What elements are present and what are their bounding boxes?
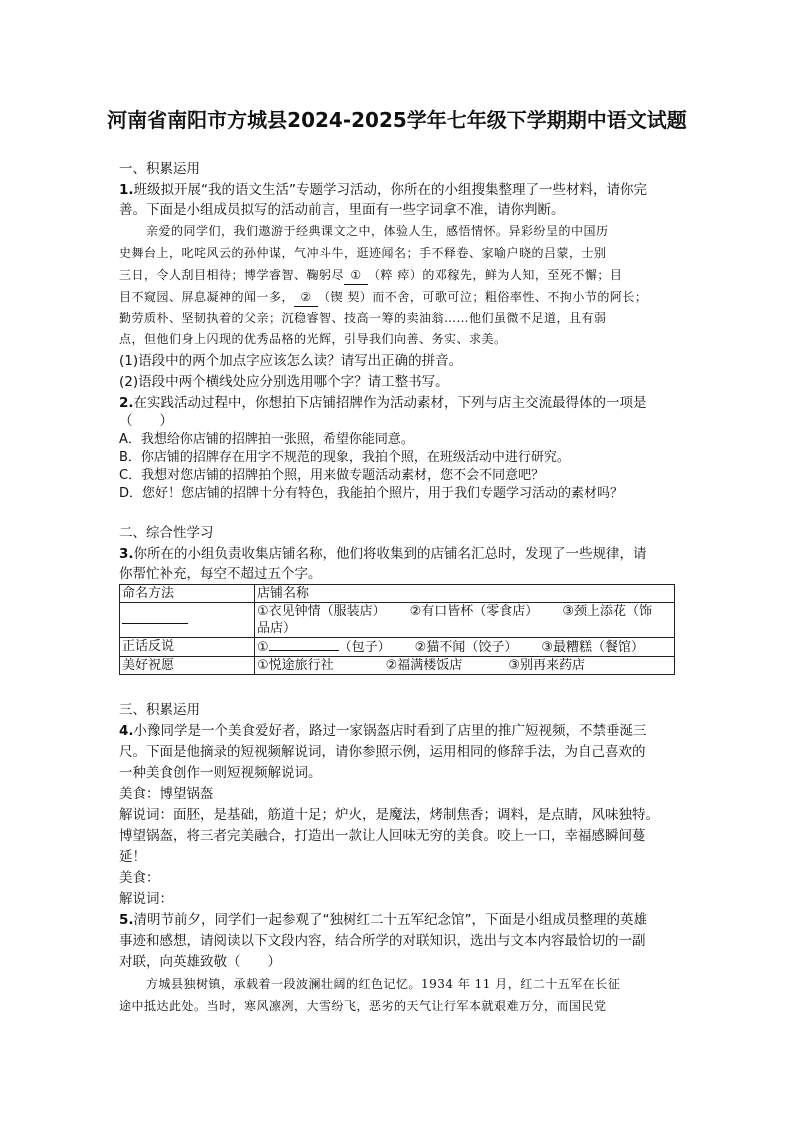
question-5-line-2: 事迹和感想，请阅读以下文段内容，结合所学的对联知识，选出与文本内容最恰切的一副 — [119, 933, 646, 949]
sub-question-1: (1)语段中的两个加点字应该怎么读？请写出正确的拼音。 — [119, 353, 463, 369]
question-2-paren: （ ） — [119, 413, 173, 429]
table-row — [120, 657, 675, 675]
question-4-line-2: 尺。下面是他摘录的短视频解说词，请你参照示例，运用相同的修辞手法，为自己喜欢的 — [119, 744, 646, 760]
passage-line-6: 点，但他们身上闪现的优秀品格的光辉，引导我们向善、务实、求美。 — [119, 332, 507, 346]
table-cell: 正话反说 — [120, 638, 255, 657]
table-header-cell: 命名方法 — [120, 585, 255, 603]
option-d: D．您好！您店铺的招牌十分有特色，我能拍个照片，用于我们专题学习活动的素材吗？ — [119, 486, 624, 501]
explanation-line-1: 解说词：面胚，是基础，筋道十足；炉火，是魔法，烤制焦香；调料，是点睛，风味独特。 — [119, 807, 659, 823]
explanation-answer-label[interactable]: 解说词： — [119, 891, 173, 907]
table-row — [120, 638, 675, 657]
table-cell: ①衣见钟情（服装店） ②有口皆杯（零食店） ③颈上添花（饰 品店） — [255, 603, 675, 638]
question-5-line-3: 对联，向英雄致敬（ ） — [119, 954, 281, 970]
option-c: C．我想对您店铺的招牌拍个照，用来做专题活动素材，您不会不同意吧？ — [119, 468, 545, 483]
blank-1[interactable]: ① — [344, 266, 368, 285]
table-cell: 美好祝愿 — [120, 657, 255, 675]
passage-line-2: 史舞台上，叱咤风云的孙仲谋，气冲斗牛，逛迹闻名；手不释卷、家喻户晓的吕蒙，士别 — [119, 246, 607, 260]
passage-line-3: 三日，令人刮目相待；博学睿智、鞠躬尽 ① （粹 瘁）的邓稼先，鲜为人知，至死不懈；目 — [119, 266, 622, 285]
question-4-line-1: 4.小豫同学是一个美食爱好者，路过一家锅盔店时看到了店里的推广短视频，不禁垂涎三 — [119, 723, 647, 739]
q5-passage-line-2: 途中抵达此处。当时，寒风凛冽，大雪纷飞，恶劣的天气让行军本就艰难万分，而国民党 — [119, 999, 607, 1013]
table-row — [120, 585, 675, 603]
explanation-line-3: 延！ — [119, 849, 146, 865]
table-cell: ① （包子） ②猫不闻（饺子） ③最糟糕（餐馆） — [255, 638, 675, 657]
section-heading-1: 一、积累运用 — [119, 161, 200, 177]
question-4-line-3: 一种美食创作一则短视频解说词。 — [119, 765, 322, 781]
food-example: 美食：博望锅盔 — [119, 786, 214, 802]
option-b: B．你店铺的招牌存在用字不规范的现象，我拍个照，在班级活动中进行研究。 — [119, 450, 570, 465]
option-a: A．我想给你店铺的招牌拍一张照，希望你能同意。 — [119, 432, 414, 447]
question-1-line-1: 1.班级拟开展“我的语文生活”专题学习活动，你所在的小组搜集整理了一些材料，请你完 — [119, 182, 648, 198]
blank-2[interactable]: ② — [294, 288, 318, 307]
section-heading-3: 三、积累运用 — [119, 702, 200, 718]
section-heading-2: 二、综合性学习 — [119, 525, 214, 541]
passage-line-4: 目不窥园、屏息凝神的闻一多， ② （锲 契）而不舍，可歌可泣；粗俗率性、不拘小节的阿长； — [119, 288, 647, 307]
shop-name-table — [119, 584, 675, 675]
question-5-line-1: 5.清明节前夕，同学们一起参观了“独树红二十五军纪念馆”，下面是小组成员整理的英雄 — [119, 912, 648, 928]
table-header-cell: 店铺名称 — [255, 585, 675, 603]
document-title: 河南省南阳市方城县2024-2025学年七年级下学期期中语文试题 — [107, 108, 687, 132]
question-1-line-2: 善。下面是小组成员拟写的活动前言，里面有一些字词拿不准，请你判断。 — [119, 202, 565, 218]
passage-line-1: 亲爱的同学们，我们遨游于经典课文之中，体验人生，感悟情怀。异彩纷呈的中国历 — [146, 224, 609, 238]
table-cell: ①悦途旅行社 ②福满楼饭店 ③别再来药店 — [255, 657, 675, 675]
q5-passage-line-1: 方城县独树镇，承载着一段波澜壮阔的红色记忆。1934 年 11 月，红二十五军在长征 — [146, 977, 621, 991]
explanation-line-2: 博望锅盔，将三者完美融合，打造出一款让人回味无穷的美食。咬上一口，幸福感瞬间蔓 — [119, 828, 646, 844]
table-row — [120, 603, 675, 638]
food-answer-label[interactable]: 美食： — [119, 870, 160, 886]
question-number: 1. — [119, 182, 134, 198]
passage-line-5: 勤劳质朴、坚韧执着的父亲；沉稳睿智、技高一筹的卖油翁……他们虽微不足道，且有弱 — [119, 311, 607, 325]
answer-line[interactable] — [122, 611, 188, 624]
naming-method-blank[interactable] — [120, 603, 255, 638]
question-2-stem: 2.在实践活动过程中，你想拍下店铺招牌作为活动素材，下列与店主交流最得体的一项是 — [119, 395, 647, 411]
shop-name-blank[interactable] — [269, 638, 339, 651]
sub-question-2: (2)语段中两个横线处应分别选用哪个字？请工整书写。 — [119, 374, 449, 390]
question-3-line-2: 你帮忙补充，每空不超过五个字。 — [119, 566, 322, 582]
question-3-line-1: 3.你所在的小组负责收集店铺名称，他们将收集到的店铺名汇总时，发现了一些规律，请 — [119, 546, 647, 562]
